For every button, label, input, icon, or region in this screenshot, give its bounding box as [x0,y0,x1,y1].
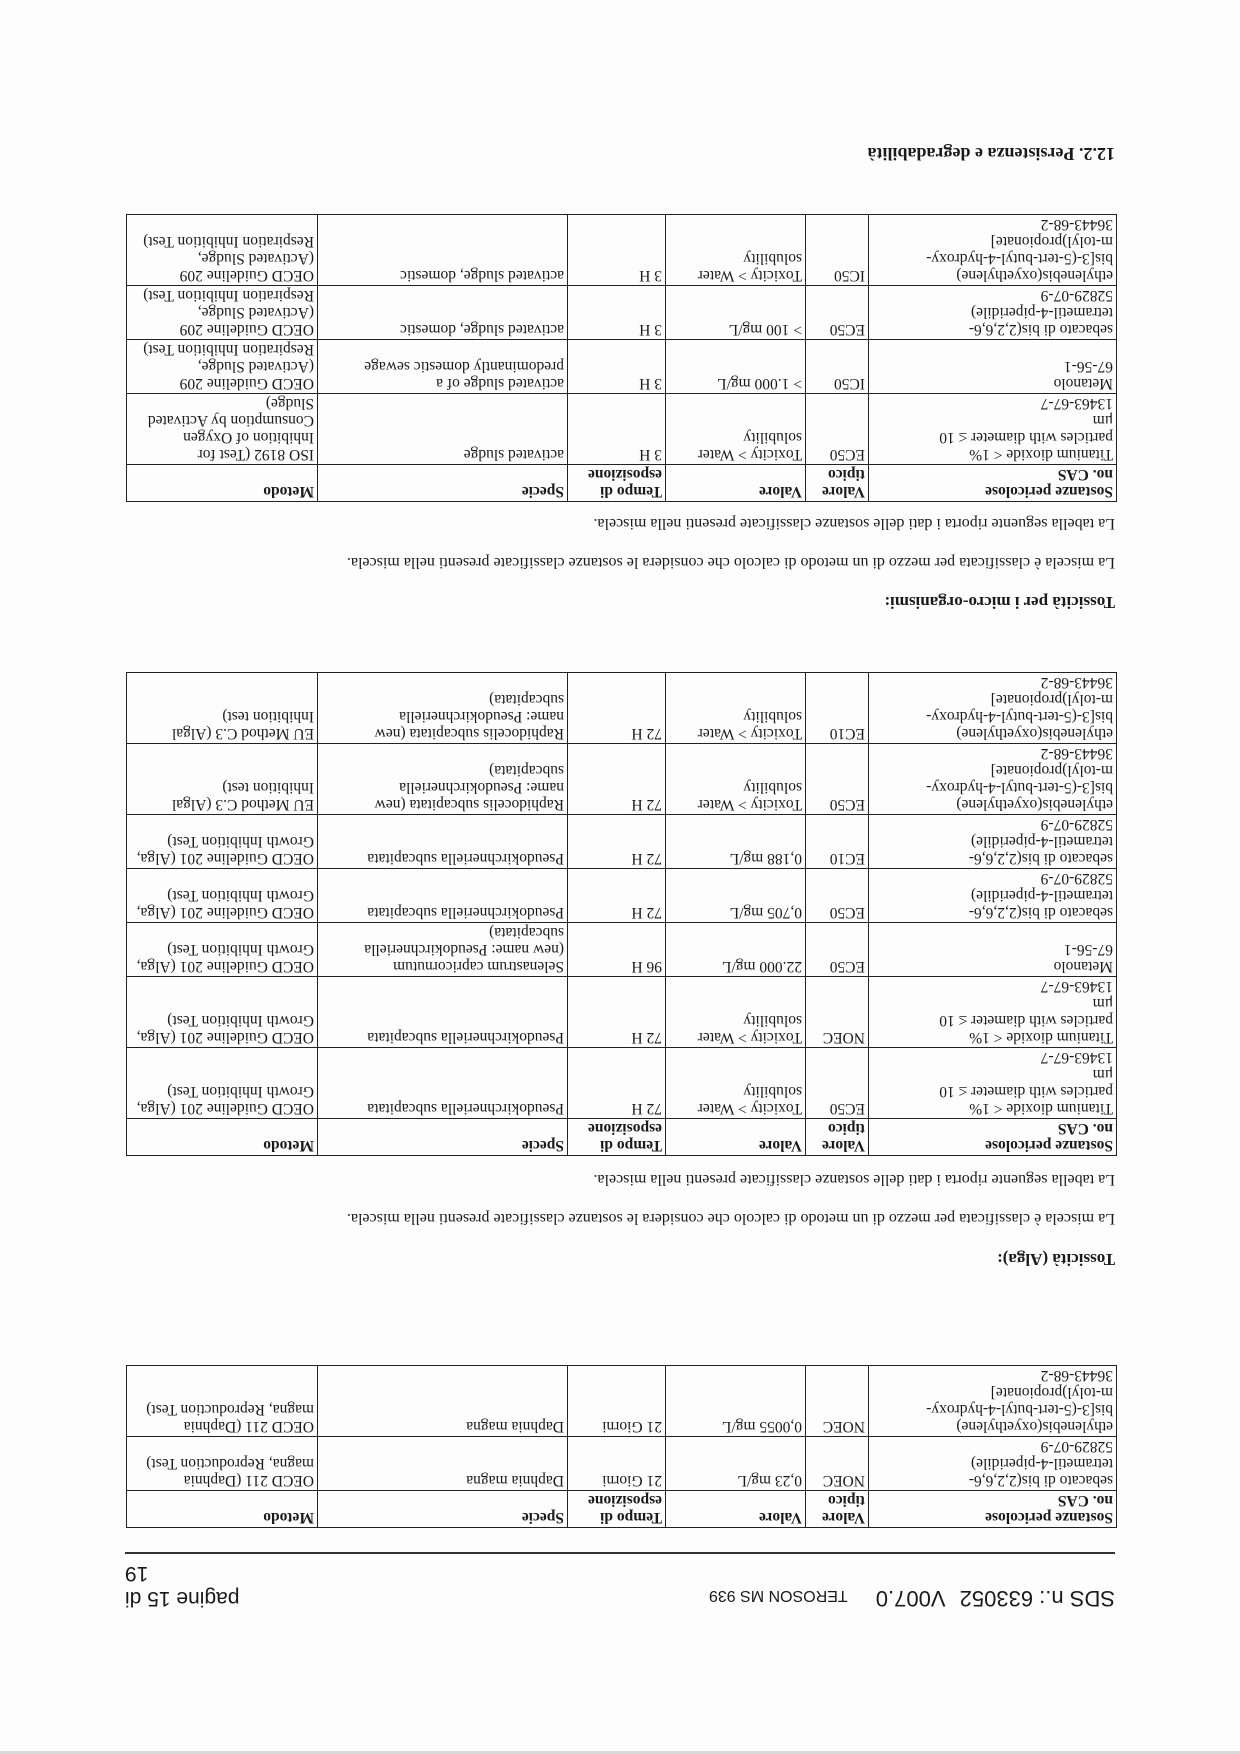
column-header-type: Valore tipico [806,465,869,502]
table-row [127,673,1117,744]
cell-time: 72 H [568,1048,666,1119]
cell-substance: Titanium dioxide < 1% particles with diameter ≤ 10 μm 13463-67-7 [869,1048,1117,1119]
section-12-2-title: 12.2. Persistenza e degradabilità [867,144,1115,164]
product-name: TEROSON MS 939 [708,1587,848,1604]
algae-table-intro: La tabella seguente riporta i dati delle sostanze classificate presenti nella miscela. [593,1171,1115,1188]
cell-method: OECD Guideline 201 (Alga, Growth Inhibition Test) [127,815,318,869]
column-header-value: Valore [666,1491,806,1528]
cell-time: 72 H [568,744,666,815]
cell-type: IC50 [806,215,869,286]
cell-species: Selenastrum capricornutum (new name: Pseudokirchneriella subcapitata) [318,923,568,977]
micro-table [126,214,1117,502]
cell-species: Pseudokirchneriella subcapitata [318,869,568,923]
cell-substance: sebacato di bis(2,2,6,6- tetrametil-4-piperidile) 52829-07-9 [869,1437,1117,1491]
cell-substance: Metanolo 67-56-1 [869,340,1117,394]
cell-value: Toxicity > Water solubility [666,394,806,465]
column-header-time: Tempo di esposizione [568,465,666,502]
table-row [127,1366,1117,1437]
table-row [127,215,1117,286]
column-header-method: Metodo [127,465,318,502]
cell-time: 21 Giorni [568,1437,666,1491]
version: V007.0 [875,1586,946,1611]
column-header-time: Tempo di esposizione [568,1491,666,1528]
cell-substance: sebacato di bis(2,2,6,6- tetrametil-4-piperidile) 52829-07-9 [869,815,1117,869]
cell-substance: Titanium dioxide < 1% particles with diameter ≤ 10 μm 13463-67-7 [869,977,1117,1048]
table-header-row [127,1119,1117,1156]
sds-number: SDS n.: 633052 [959,1586,1115,1611]
cell-substance: Titanium dioxide < 1% particles with diameter ≤ 10 μm 13463-67-7 [869,394,1117,465]
cell-time: 3 H [568,394,666,465]
table-row [127,977,1117,1048]
cell-type: EC50 [806,744,869,815]
cell-type: EC10 [806,673,869,744]
cell-value: Toxicity > Water solubility [666,673,806,744]
cell-substance: ethylenebis(oxyethylene) bis[3-(5-tert-butyl-4-hydroxy- m-tolyl)propionate] 36443-68-2 [869,215,1117,286]
column-header-type: Valore tipico [806,1119,869,1156]
column-header-species: Specie [318,1491,568,1528]
cell-type: EC50 [806,869,869,923]
column-header-type: Valore tipico [806,1491,869,1528]
cell-method: OECD Guideline 201 (Alga, Growth Inhibition Test) [127,869,318,923]
cell-type: EC50 [806,394,869,465]
micro-table-intro: La tabella seguente riporta i dati delle sostanze classificate presenti nella miscela. [593,515,1115,532]
cell-time: 3 H [568,215,666,286]
table-header-row [127,465,1117,502]
table-row [127,340,1117,394]
header-left [709,1585,1115,1611]
cell-time: 21 Giorni [568,1366,666,1437]
cell-time: 3 H [568,340,666,394]
cell-substance: ethylenebis(oxyethylene) bis[3-(5-tert-butyl-4-hydroxy- m-tolyl)propionate] 36443-68-2 [869,1366,1117,1437]
cell-species: Pseudokirchneriella subcapitata [318,815,568,869]
cell-substance: Metanolo 67-56-1 [869,923,1117,977]
algae-heading: Tossicità (Alga): [997,1250,1115,1269]
cell-time: 96 H [568,923,666,977]
cell-species: Pseudokirchneriella subcapitata [318,1048,568,1119]
cell-type: NOEC [806,977,869,1048]
cell-value: 22.000 mg/L [666,923,806,977]
table-row [127,744,1117,815]
column-header-value: Valore [666,1119,806,1156]
cell-value: 0,0055 mg/L [666,1366,806,1437]
cell-species: Raphidocelis subcapitata (new name: Pseudokirchneriella subcapitata) [318,744,568,815]
column-header-value: Valore [666,465,806,502]
algae-intro: La miscela è classificata per mezzo di un metodo di calcolo che considera le sostanze classificate presenti nella miscela. [346,1210,1115,1227]
micro-intro: La miscela è classificata per mezzo di un metodo di calcolo che considera le sostanze classificate presenti nella miscela. [346,554,1115,571]
cell-value: 0,705 mg/L [666,869,806,923]
column-header-substance: Sostanze pericolose no. CAS [869,1119,1117,1156]
table-row [127,815,1117,869]
cell-type: EC10 [806,815,869,869]
cell-method: OECD Guideline 209 (Activated Sludge, Respiration Inhibition Test) [127,340,318,394]
cell-species: Pseudokirchneriella subcapitata [318,977,568,1048]
table-row [127,1437,1117,1491]
header-rule [125,1552,1115,1554]
cell-type: NOEC [806,1366,869,1437]
cell-type: EC50 [806,923,869,977]
cell-time: 3 H [568,286,666,340]
cell-species: activated sludge, domestic [318,286,568,340]
cell-time: 72 H [568,977,666,1048]
cell-value: Toxicity > Water solubility [666,744,806,815]
cell-type: EC50 [806,1048,869,1119]
cell-type: IC50 [806,340,869,394]
cell-method: OECD Guideline 201 (Alga, Growth Inhibition Test) [127,923,318,977]
cell-species: Daphnia magna [318,1437,568,1491]
micro-heading: Tossicità per i micro-organismi: [884,593,1115,612]
cell-method: OECD Guideline 209 (Activated Sludge, Respiration Inhibition Test) [127,286,318,340]
table-row [127,286,1117,340]
cell-value: > 100 mg/L [666,286,806,340]
table-row [127,869,1117,923]
cell-method: OECD Guideline 209 (Activated Sludge, Respiration Inhibition Test) [127,215,318,286]
table-row [127,923,1117,977]
cell-time: 72 H [568,815,666,869]
column-header-species: Specie [318,1119,568,1156]
cell-method: OECD 211 (Daphnia magna, Reproduction Test) [127,1437,318,1491]
cell-substance: sebacato di bis(2,2,6,6- tetrametil-4-piperidile) 52829-07-9 [869,869,1117,923]
cell-substance: ethylenebis(oxyethylene) bis[3-(5-tert-butyl-4-hydroxy- m-tolyl)propionate] 36443-68-2 [869,673,1117,744]
cell-type: NOEC [806,1437,869,1491]
table-row [127,394,1117,465]
cell-method: EU Method C.3 (Algal Inhibition test) [127,673,318,744]
cell-species: activated sludge, domestic [318,215,568,286]
cell-value: > 1.000 mg/L [666,340,806,394]
cell-method: OECD 211 (Daphnia magna, Reproduction Test) [127,1366,318,1437]
column-header-method: Metodo [127,1491,318,1528]
column-header-method: Metodo [127,1119,318,1156]
cell-substance: sebacato di bis(2,2,6,6- tetrametil-4-piperidile) 52829-07-9 [869,286,1117,340]
cell-value: 0,23 mg/L [666,1437,806,1491]
cell-time: 72 H [568,673,666,744]
cell-method: OECD Guideline 201 (Alga, Growth Inhibition Test) [127,977,318,1048]
cell-value: 0,188 mg/L [666,815,806,869]
cell-method: EU Method C.3 (Algal Inhibition test) [127,744,318,815]
page-counter-line2: 19 [125,1562,149,1585]
column-header-substance: Sostanze pericolose no. CAS [869,1491,1117,1528]
cell-value: Toxicity > Water solubility [666,1048,806,1119]
algae-table [126,672,1117,1156]
cell-species: Raphidocelis subcapitata (new name: Pseudokirchneriella subcapitata) [318,673,568,744]
cell-species: Daphnia magna [318,1366,568,1437]
cell-method: ISO 8192 (Test for Inhibition of Oxygen Consumption by Activated Sludge) [127,394,318,465]
column-header-species: Specie [318,465,568,502]
table-row [127,1048,1117,1119]
cell-value: Toxicity > Water solubility [666,215,806,286]
column-header-substance: Sostanze pericolose no. CAS [869,465,1117,502]
daphnia-table [126,1365,1117,1528]
cell-type: EC50 [806,286,869,340]
table-header-row [127,1491,1117,1528]
cell-substance: ethylenebis(oxyethylene) bis[3-(5-tert-butyl-4-hydroxy- m-tolyl)propionate] 36443-68-2 [869,744,1117,815]
cell-value: Toxicity > Water solubility [666,977,806,1048]
page-counter-line1: pagine 15 di [125,1587,240,1610]
column-header-time: Tempo di esposizione [568,1119,666,1156]
cell-species: activated sludge of a predominantly domestic sewage [318,340,568,394]
page-header [125,1562,1115,1611]
cell-species: activated sludge [318,394,568,465]
cell-method: OECD Guideline 201 (Alga, Growth Inhibition Test) [127,1048,318,1119]
page-counter [125,1561,239,1611]
cell-time: 72 H [568,869,666,923]
